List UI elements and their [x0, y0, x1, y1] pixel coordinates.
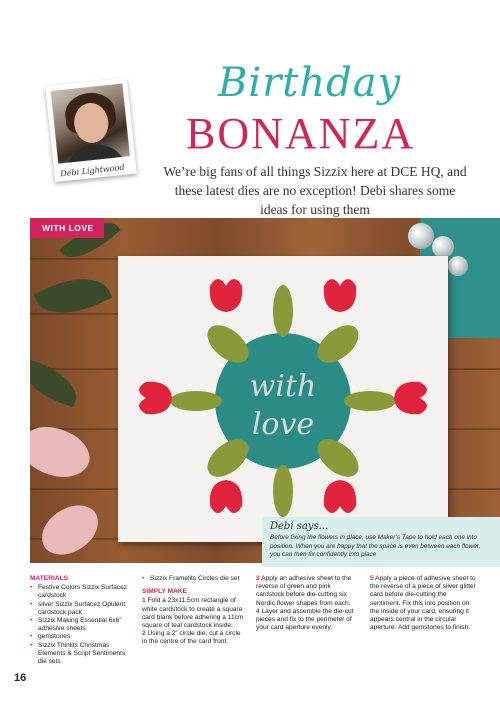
steps-column-2 — [370, 575, 478, 632]
decor-leaf — [30, 359, 83, 408]
simply-make-heading: SIMPLY MAKE — [142, 588, 188, 596]
decor-gem — [448, 256, 468, 276]
project-photo — [30, 218, 500, 563]
step-1: 1 Fold a 23x11.5cm rectangle of white cardstock to create a square card blank before adhering a 11cm square of teal cardstock inside. — [142, 597, 244, 630]
decor-gem — [432, 236, 454, 258]
page-title: BONANZA — [186, 109, 416, 158]
decor-petal — [34, 499, 105, 561]
list-item: • gemstones — [30, 633, 130, 641]
decor-petal — [30, 414, 97, 491]
step-2: 2 Using a 2” circle die, cut a circle in the centre of the card front. — [142, 630, 241, 646]
decor-gem — [408, 223, 434, 249]
intro-text: We’re big fans of all things Sizzix here at DCE HQ, and these latest dies are no exception! Debi shares some ideas for using them — [163, 164, 467, 217]
instructions — [30, 575, 480, 685]
step-4: 4 Layer and assemble the die-cut pieces and fix to the perimeter of your card aperture evenly. — [256, 607, 354, 632]
materials-column — [30, 575, 130, 666]
list-item: • Sizzix Thinlits Christmas Elements & Script Sentiments die sets — [30, 642, 130, 667]
photo-tag: WITH LOVE — [30, 218, 104, 238]
greeting-card — [118, 256, 448, 542]
card-design — [118, 256, 448, 542]
materials-heading: MATERIALS — [30, 575, 68, 582]
list-item: • Sizzix Making Essential 6x6” adhesive sheets — [30, 617, 130, 633]
author-photo — [45, 78, 137, 182]
author-signature: Debi Lightwood — [59, 162, 125, 179]
title-script: Birthday — [218, 60, 402, 106]
materials-list — [30, 584, 130, 666]
tip-box — [262, 517, 500, 567]
card-text-line1: with — [249, 369, 317, 404]
author-portrait — [51, 83, 130, 163]
tip-heading: Debi says... — [270, 521, 329, 532]
step-3: 3 Apply an adhesive sheet to the reverse of green and pink cardstock before die-cutting six Nordic flower shapes from each. — [256, 575, 352, 607]
tip-text: Before fixing the flowers in place, use Maker’s Tape to hold each one into position. When you are happy that the space is even between each flower, you can then fix confidently into place — [270, 534, 481, 558]
list-item: • silver Sizzix Surfacez Opulent cardstock pack — [30, 601, 130, 617]
decor-leaf — [34, 265, 113, 327]
list-item: • Festive Colors Sizzix Surfacez cardstock — [30, 584, 130, 600]
step-5: 5 Apply a piece of adhesive sheet to the reverse of a piece of silver glitter card before die-cutting the sentiment. Fix this into position on the inside of your card, ensuring it appears central in the circular aperture. Add gemstones to finish. — [370, 575, 476, 632]
steps-column — [256, 575, 360, 632]
simply-make-column — [142, 575, 244, 647]
card-text-line2: love — [251, 407, 315, 442]
page-number: 16 — [14, 672, 27, 684]
list-item: • Sizzix Framelits Circles die set — [142, 575, 244, 583]
